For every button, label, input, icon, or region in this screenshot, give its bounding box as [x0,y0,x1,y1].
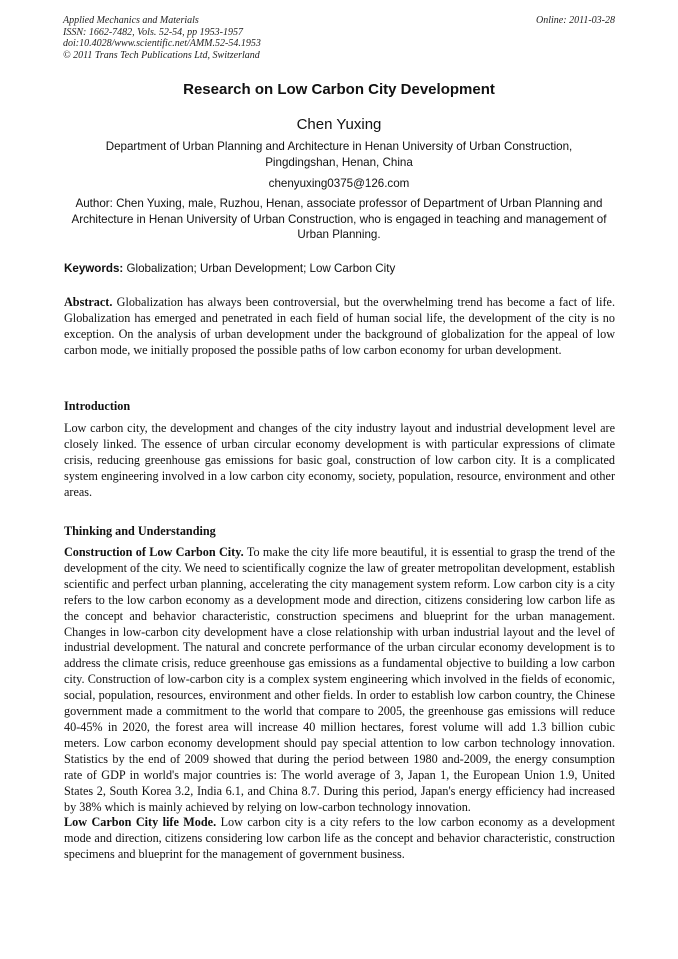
paragraph-text: Low carbon city is a city refers to the low carbon economy as a development mode and direction, citizens considering low carbon life as the concept and behavior characteristic, construction specimens and blueprint for the management of government business. [64,815,615,862]
paragraph-label: Low Carbon City life Mode. [64,815,217,830]
author-email: chenyuxing0375@126.com [268,177,410,190]
author-affiliation: Department of Urban Planning and Architecture in Henan University of Urban Construction, Pingdingshan, Henan, China [105,140,573,169]
abstract-text: Globalization has always been controversial, but the overwhelming trend has become a fact of life. Globalization has emerged and penetrated in each field of human social life, the development of the city is no exception. On the analysis of urban development under the background of globalization for the appeal of low carbon mode, we initially proposed the possible paths of low carbon economy for urban development. [64,295,616,357]
author-note: Author: Chen Yuxing, male, Ruzhou, Henan, associate professor of Department of Urban Planning and Architecture in Henan University of Urban Construction, who is engaged in teaching and management of Urban Planning. [71,197,607,241]
paragraph-text: To make the city life more beautiful, it is essential to grasp the trend of the development of the city. We need to scientifically cognize the law of greater metropolitan development, establish scientific and perfect urban planning, accelerating the city management system reform. Low carbon city is a city refers to the low carbon economy as a development mode and direction, citizens considering low carbon life as the concept and behavior characteristic, construction specimens and blueprint for the urban management. Changes in low-carbon city development have a close relationship with urban industrial layout and the level of industrial development. The natural and concrete performance of the urban circular economy development is to address the climate crisis, reduce greenhouse gas emissions as a fundamental objective to building a low carbon city. Construction of low-carbon city is a complex system engineering which involved in the fields of economic, social, population, resources, environment and other fields. In order to establish low carbon country, the Chinese government made a commitment to the world that compare to 2005, the greenhouse gas emissions will reduce 40-45% in 2020, the forest area will increase 40 million hectares, forest volume will add 1.3 billion cubic meters. Low carbon economy development should pay special attention to low carbon technology innovation. Statistics by the end of 2009 showed that during the period between 1980 and-2009, the energy consumption rate of GDP in world's major countries is: The world average of 3, Japan 1, the European Union 1.9, United States 2, South Korea 3.2, India 6.1, and China 8.7. During this period, Japan's energy efficiency had increased by 38% which is mainly achieved by relying on low-carbon technology innovation. [64,545,616,814]
paragraph-low-carbon-city [64,545,615,815]
journal-header [63,15,615,61]
journal-doi: doi:10.4028/www.scientific.net/AMM.52-54.1953 [63,38,261,49]
online-date: Online: 2011-03-28 [536,15,615,26]
journal-copyright: © 2011 Trans Tech Publications Ltd, Switzerland [63,49,260,61]
introduction-heading: Introduction [64,399,131,413]
paragraph-life-mode [64,815,615,863]
journal-issn: ISSN: 1662-7482, Vols. 52-54, pp 1953-1957 [63,26,243,38]
journal-name: Applied Mechanics and Materials [63,15,199,26]
keywords [64,262,616,275]
thinking-body [64,545,615,863]
paper-title: Research on Low Carbon City Development [183,81,495,98]
abstract-label: Abstract. [64,295,113,309]
keywords-text: Globalization; Urban Development; Low Carbon City [126,262,396,275]
author-name: Chen Yuxing [296,116,382,133]
abstract [64,295,615,359]
thinking-heading: Thinking and Understanding [64,524,216,538]
paragraph-label: Construction of Low Carbon City. [64,545,244,559]
keywords-label: Keywords: [64,262,124,275]
introduction-text: Low carbon city, the development and changes of the city industry layout and industrial development level are closely linked. The essence of urban circular economy development is with particular expressions of climate crisis, reducing greenhouse gas emissions for basic goal, construction of low carbon city. It is a complicated system engineering involved in a low carbon city economy, society, population, resource, environment and other areas. [64,421,615,499]
